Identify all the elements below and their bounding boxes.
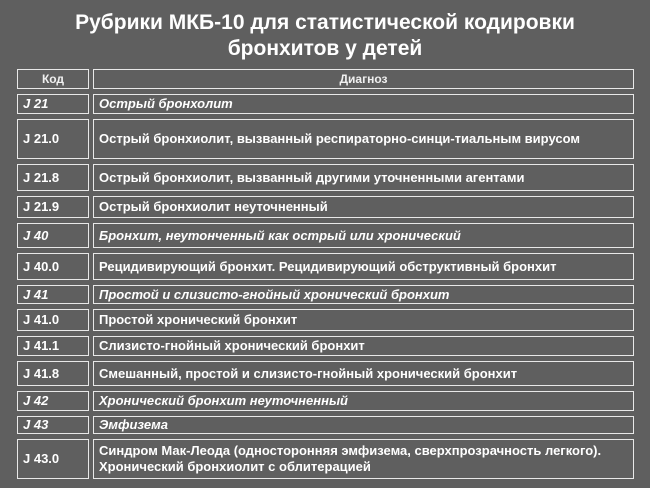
row-diagnosis: Простой хронический бронхит [93, 309, 634, 331]
header-code: Код [17, 69, 89, 89]
row-code: J 21.8 [17, 164, 89, 191]
row-code: J 21.9 [17, 196, 89, 218]
row-code: J 41.8 [17, 361, 89, 386]
header-diagnosis: Диагноз [93, 69, 634, 89]
row-diagnosis: Бронхит, неутонченный как острый или хронический [93, 223, 634, 248]
row-diagnosis: Острый бронхиолит, вызванный респираторно-синци-тиальным вирусом [93, 119, 634, 159]
row-code: J 21 [17, 94, 89, 114]
row-diagnosis: Слизисто-гнойный хронический бронхит [93, 336, 634, 356]
row-code: J 43.0 [17, 439, 89, 479]
row-diagnosis: Простой и слизисто-гнойный хронический бронхит [93, 285, 634, 304]
row-code: J 42 [17, 391, 89, 411]
row-diagnosis: Острый бронхолит [93, 94, 634, 114]
title-line-1: Рубрики МКБ-10 для статистической кодировки [75, 11, 575, 34]
row-code: J 43 [17, 416, 89, 434]
row-code: J 21.0 [17, 119, 89, 159]
row-diagnosis: Смешанный, простой и слизисто-гнойный хронический бронхит [93, 361, 634, 386]
row-code: J 41.1 [17, 336, 89, 356]
row-code: J 40.0 [17, 253, 89, 280]
row-diagnosis: Эмфизема [93, 416, 634, 434]
page-title [0, 10, 650, 62]
row-code: J 41 [17, 285, 89, 304]
icd-table [17, 69, 634, 474]
row-code: J 40 [17, 223, 89, 248]
row-diagnosis: Острый бронхиолит, вызванный другими уточненными агентами [93, 164, 634, 191]
row-code: J 41.0 [17, 309, 89, 331]
row-diagnosis: Острый бронхиолит неуточненный [93, 196, 634, 218]
row-diagnosis: Рецидивирующий бронхит. Рецидивирующий обструктивный бронхит [93, 253, 634, 280]
row-diagnosis: Синдром Мак-Леода (односторонняя эмфизема, сверхпрозрачность легкого). Хронический бронхиолит с облитерацией [93, 439, 634, 479]
title-line-2: бронхитов у детей [227, 37, 423, 60]
row-diagnosis: Хронический бронхит неуточненный [93, 391, 634, 411]
